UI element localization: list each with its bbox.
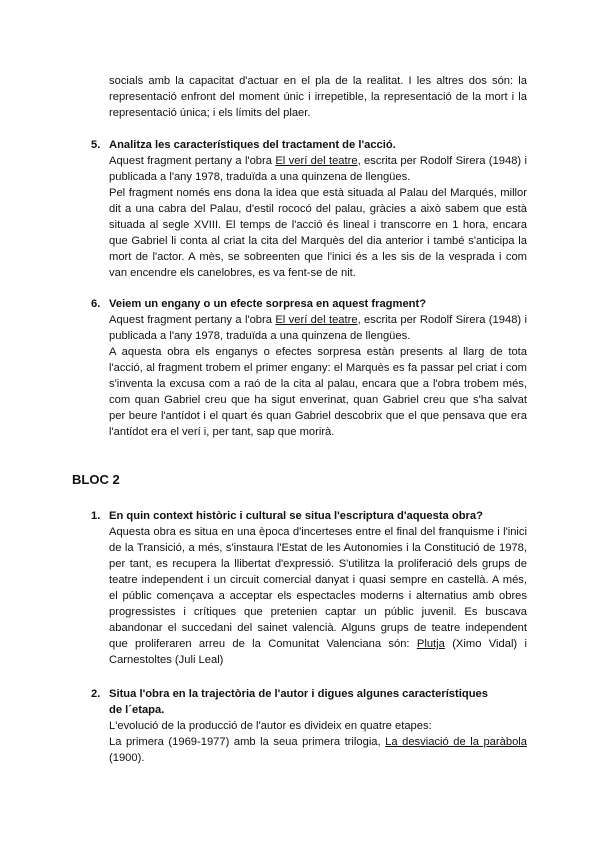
question-6-title: Veiem un engany o un efecte sorpresa en aquest fragment? xyxy=(109,298,427,310)
bloc2-question-2-heading xyxy=(91,686,531,702)
question-6-paragraph-2: A aquesta obra els enganys o efectes sorpresa estàn presents al llarg de tota l'acció, al fragment trobem el primer engany: el Marquès es fa passar pel criat i com s'inventa la excusa com a raó de la cita al palau, encara que a l'obra trobem més, com quan Gabriel creu que ha sigut enverinat, quan Gabriel creu que s'ha salvat per beure l'antídot i el quart és quan Gabriel descobrix que el que pensava que era l'antídot era el verí i, per tant, sap que morirà. xyxy=(109,346,527,438)
question-6-paragraph-1 xyxy=(109,312,527,344)
question-5-paragraph-2: Pel fragment només ens dona la idea que està situada al Palau del Marqués, millor dit a una cabra del Palau, d'estil rococó del palau, gràcies a això sabem que està situada al segle XVIII. El temps de l'acció és lineal i transcorre en 1 hora, encara que Gabriel li conta al criat la cita del Marquès del dia anterior i també s'anticipa la mort de l'actor. A mès, se sobreenten que l'inici és a les sis de la vesprada i com van encendre els canelobres, es va fent-se de nit. xyxy=(109,187,527,279)
question-6-p1-before: Aquest fragment pertany a l'obra xyxy=(109,314,276,326)
bloc2-question-2-paragraph-1: L'evolució de la producció de l'autor es divideix en quatre etapes: xyxy=(109,720,432,732)
question-5-number: 5. xyxy=(91,139,101,151)
bloc-2-title: BLOC 2 xyxy=(72,472,120,487)
bloc2-question-1-number: 1. xyxy=(91,510,101,522)
bloc2-q1-before: Aquesta obra es situa en una època d'incerteses entre el final del franquisme i l'inici de la Transició, a més, s'instaura l'Estat de les Autonomies i la Constitució de 1978, per tant, es recupera la llibertat d'expressió. S'utilitza la proliferació dels grups de teatre independent i un circuit comercial danyat i quasi sempre en castellà. A més, el públic començava a acceptar els espectacles moderns i alternatius amb obres progressistes i crítiques que pretenien captar un públic juvenil. Es buscava abandonar el succedani del sainet valencià. Alguns grups de teatre independent que proliferaren arreu de la Comunitat Valenciana són: xyxy=(109,526,527,650)
bloc2-q2-work-title: La desviació de la paràbola xyxy=(385,736,527,748)
bloc2-question-1-title: En quin context històric i cultural se situa l'escriptura d'aquesta obra? xyxy=(109,510,483,522)
bloc2-q1-after: (Ximo Vidal) i Carnestoltes (Juli Leal) xyxy=(109,638,527,666)
question-5-title: Analitza les característiques del tractament de l'acció. xyxy=(109,139,396,151)
bloc2-question-1-heading xyxy=(91,508,531,524)
bloc2-question-2-title-line-2: de l´etapa. xyxy=(109,704,165,716)
question-5-p1-after: , escrita per Rodolf Sirera (1948) i publicada a l'any 1978, traduïda a una quinzena de llengües. xyxy=(109,155,527,183)
question-5-work-title: El verí del teatre xyxy=(275,155,358,167)
question-5-p1-before: Aquest fragment pertany a l'obra xyxy=(109,155,276,167)
question-6-p1-after: , escrita per Rodolf Sirera (1948) i publicada a l'any 1978, traduïda a una quinzena de llengües. xyxy=(109,314,527,342)
question-6-work-title: El verí del teatre xyxy=(275,314,358,326)
bloc2-q1-group-name: Plutja xyxy=(416,638,445,650)
question-6-heading xyxy=(91,296,531,312)
bloc2-question-2-title-line-1: Situa l'obra en la trajectòria de l'autor i digues algunes característiques xyxy=(109,688,488,700)
intro-paragraph: socials amb la capacitat d'actuar en el pla de la realitat. I les altres dos són: la representació enfront del moment únic i irrepetible, la representació de la mort i la representació única; i els límits del plaer. xyxy=(109,75,527,119)
bloc2-question-2-number: 2. xyxy=(91,688,101,700)
question-5-heading xyxy=(91,137,531,153)
bloc2-question-2-paragraph-2 xyxy=(109,734,527,766)
bloc2-question-1-paragraph xyxy=(109,524,527,668)
question-6-number: 6. xyxy=(91,298,101,310)
bloc2-q2-before: La primera (1969-1977) amb la seua primera trilogia, xyxy=(109,736,386,748)
question-5-paragraph-1 xyxy=(109,153,527,185)
bloc2-q2-after: (1900). xyxy=(109,752,145,764)
